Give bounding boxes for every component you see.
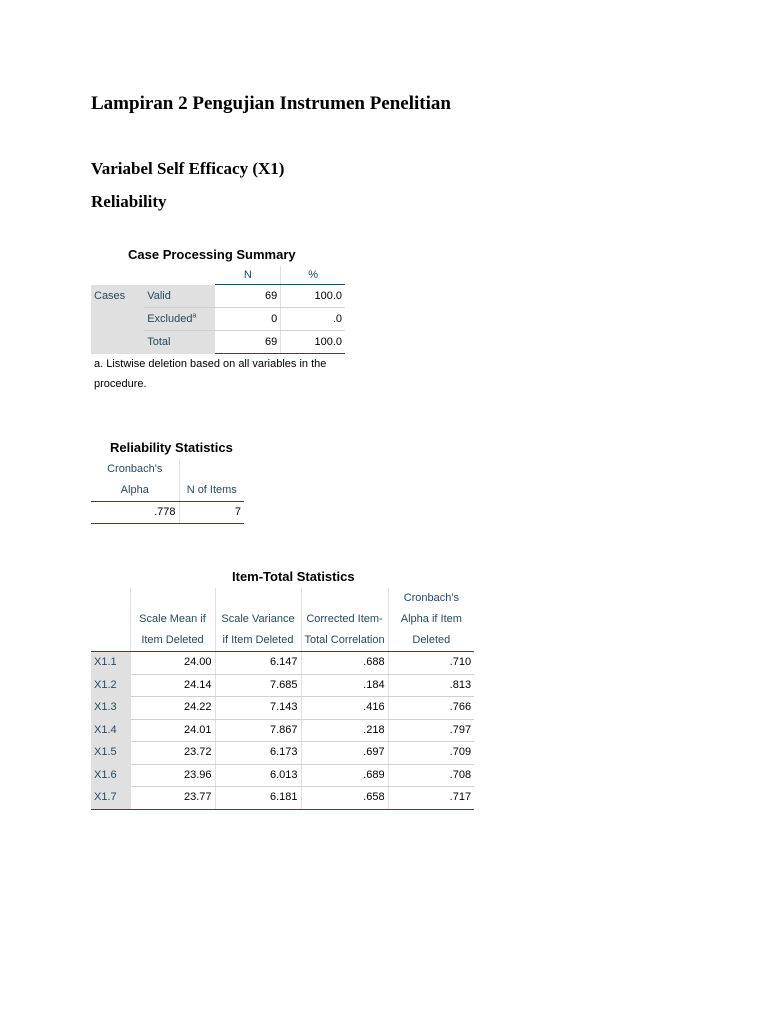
section-title: Reliability xyxy=(91,192,167,211)
row-label-item: X1.6 xyxy=(91,764,130,787)
row-label-excluded: Excluded$^a$ xyxy=(144,308,215,331)
cell-alpha-deleted: .710 xyxy=(388,652,474,675)
cell-scale-var: 6.147 xyxy=(215,652,301,675)
cell-alpha-deleted: .797 xyxy=(388,719,474,742)
row-label-item: X1.4 xyxy=(91,719,130,742)
col-header-alpha-2: Alpha xyxy=(91,480,179,502)
col-header-n: N xyxy=(215,266,280,285)
cell-alpha-deleted: .717 xyxy=(388,787,474,810)
cell-alpha-deleted: .813 xyxy=(388,674,474,697)
cell-scale-var: 7.867 xyxy=(215,719,301,742)
cell-alpha-deleted: .709 xyxy=(388,742,474,765)
page-heading: Lampiran 2 Pengujian Instrumen Penelitian xyxy=(91,93,451,114)
cell-corr: .688 xyxy=(301,652,388,675)
cell-corr: .689 xyxy=(301,764,388,787)
cell-valid-n: 69 xyxy=(215,285,280,308)
row-label-item: X1.1 xyxy=(91,652,130,675)
col-header-pct: % xyxy=(281,266,345,285)
row-label-item: X1.3 xyxy=(91,697,130,720)
cell-alpha-deleted: .708 xyxy=(388,764,474,787)
cell-corr: .184 xyxy=(301,674,388,697)
cell-excluded-pct: .0 xyxy=(281,308,345,331)
cell-excluded-n: 0 xyxy=(215,308,280,331)
col-header-scale-var-1: Scale Variance xyxy=(215,609,301,630)
cell-alpha: .778 xyxy=(91,502,179,524)
table-row xyxy=(91,764,474,787)
cell-total-pct: 100.0 xyxy=(281,331,345,354)
cell-corr: .416 xyxy=(301,697,388,720)
reliability-table xyxy=(91,459,244,524)
cell-corr: .658 xyxy=(301,787,388,810)
cell-scale-mean: 23.96 xyxy=(130,764,215,787)
row-label-total: Total xyxy=(144,331,215,354)
row-group-cases: Cases xyxy=(91,285,144,354)
reliability-title: Reliability Statistics xyxy=(110,440,233,455)
cell-scale-var: 6.173 xyxy=(215,742,301,765)
col-header-corr-2: Total Correlation xyxy=(301,630,388,652)
cell-n-items: 7 xyxy=(179,502,244,524)
table-row xyxy=(91,719,474,742)
row-label-valid: Valid xyxy=(144,285,215,308)
col-header-scale-var-2: if Item Deleted xyxy=(215,630,301,652)
cell-scale-var: 7.685 xyxy=(215,674,301,697)
cell-scale-mean: 24.00 xyxy=(130,652,215,675)
col-header-alpha-deleted-2: Alpha if Item xyxy=(388,609,474,630)
cell-scale-var: 6.013 xyxy=(215,764,301,787)
row-label-item: X1.2 xyxy=(91,674,130,697)
row-label-item: X1.7 xyxy=(91,787,130,810)
item-total-table xyxy=(91,588,474,810)
col-header-scale-mean-1: Scale Mean if xyxy=(130,609,215,630)
cell-scale-mean: 23.77 xyxy=(130,787,215,810)
table-row xyxy=(91,652,474,675)
cell-scale-var: 6.181 xyxy=(215,787,301,810)
col-header-alpha-1: Cronbach's xyxy=(107,463,163,475)
cell-scale-mean: 24.01 xyxy=(130,719,215,742)
cell-scale-var: 7.143 xyxy=(215,697,301,720)
cell-valid-pct: 100.0 xyxy=(281,285,345,308)
cell-total-n: 69 xyxy=(215,331,280,354)
table-row xyxy=(91,742,474,765)
cell-corr: .697 xyxy=(301,742,388,765)
case-processing-table xyxy=(91,266,345,354)
footnote-marker: a xyxy=(192,312,197,320)
col-header-n-items: N of Items xyxy=(179,480,244,502)
variable-title: Variabel Self Efficacy (X1) xyxy=(91,159,285,178)
col-header-alpha-deleted-1: Cronbach's xyxy=(388,588,474,609)
cell-alpha-deleted: .766 xyxy=(388,697,474,720)
item-total-title: Item-Total Statistics xyxy=(232,569,355,584)
cell-corr: .218 xyxy=(301,719,388,742)
col-header-scale-mean-2: Item Deleted xyxy=(130,630,215,652)
case-processing-title: Case Processing Summary xyxy=(128,247,296,262)
col-header-alpha-deleted-3: Deleted xyxy=(388,630,474,652)
footnote-line-2: procedure. xyxy=(94,378,147,390)
footnote-line-1: a. Listwise deletion based on all variables in the xyxy=(94,358,327,370)
cell-scale-mean: 23.72 xyxy=(130,742,215,765)
row-label-item: X1.5 xyxy=(91,742,130,765)
table-row xyxy=(91,697,474,720)
col-header-corr-1: Corrected Item- xyxy=(301,609,388,630)
table-row xyxy=(91,674,474,697)
cell-scale-mean: 24.22 xyxy=(130,697,215,720)
table-row xyxy=(91,787,474,810)
cell-scale-mean: 24.14 xyxy=(130,674,215,697)
